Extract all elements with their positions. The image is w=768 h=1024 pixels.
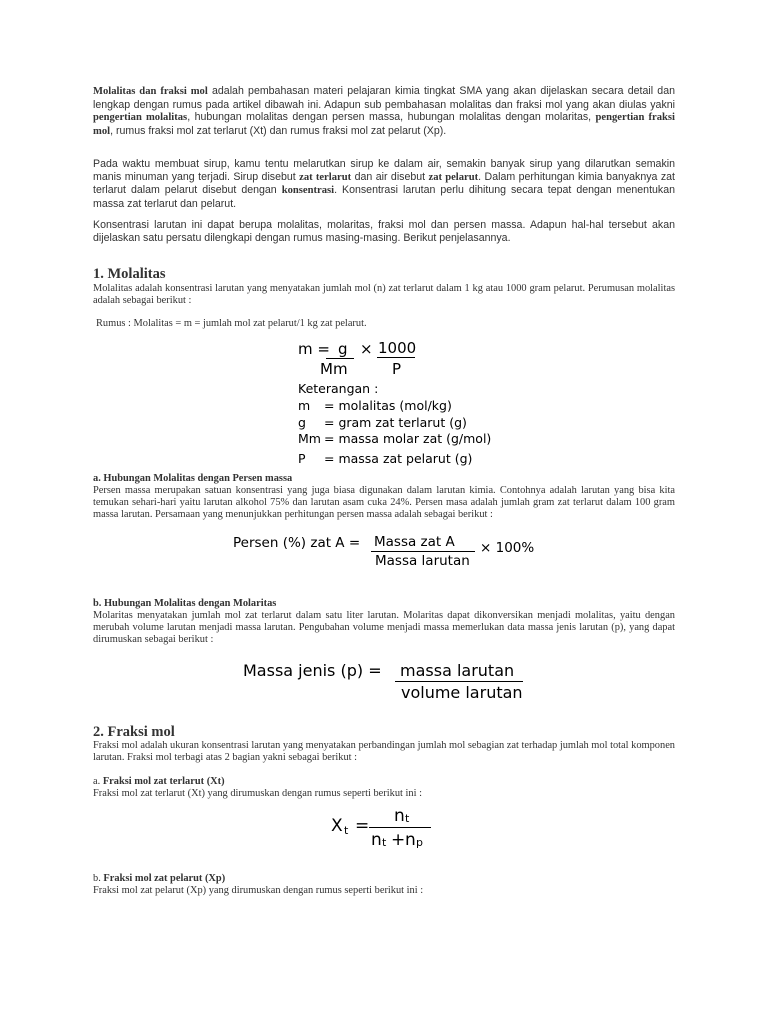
- subheading-prefix: b.: [93, 873, 104, 884]
- formula-P: P: [392, 360, 402, 378]
- keterangan-sym: m: [298, 398, 311, 413]
- heading-molalitas: 1. Molalitas: [93, 266, 166, 282]
- formula-tail: × 100%: [480, 540, 535, 556]
- term-zat-terlarut: zat terlarut: [299, 171, 352, 183]
- subheading-fraksi-pelarut: [93, 873, 675, 885]
- link-pengertian-fraksi-mol[interactable]: pengertian fraksi mol: [93, 112, 675, 137]
- formula-denominator: volume larutan: [401, 683, 523, 702]
- keterangan-sym: P: [298, 451, 306, 466]
- keterangan-desc: = massa molar zat (g/mol): [324, 431, 492, 446]
- formula-n: n: [405, 830, 416, 850]
- intro-text: . Dalam perhitungan kimia banyaknya zat terlarut dalam pelarut disebut dengan: [93, 170, 676, 197]
- intro-text: dan air disebut: [351, 170, 429, 183]
- fraksi-mol-definition: Fraksi mol adalah ukuran konsentrasi larutan yang menyatakan perbandingan jumlah mol sebagian zat terhadap jumlah mol total komponen larutan. Fraksi mol terbagi atas 2 bagian yakni sebagai berikut :: [93, 740, 675, 764]
- formula-subscript-t: t: [405, 812, 410, 825]
- formula-n: n: [371, 830, 382, 850]
- molalitas-definition: Molalitas adalah konsentrasi larutan yang menyatakan jumlah mol (n) zat terlarut dalam 1 kg atau 1000 gram pelarut. Perumusan molalitas adalah sebagai berikut :: [93, 283, 675, 307]
- subheading-persen-massa: a. Hubungan Molalitas dengan Persen massa: [93, 473, 293, 484]
- molaritas-text: Molaritas menyatakan jumlah mol zat terlarut dalam satu liter larutan. Molaritas dapat dikonversikan menjadi molalitas, yaitu dengan merubah volume larutan menjadi massa larutan. Pengubahan volume menjadi massa memerlukan data massa jenis larutan (p), yang dapat dirumuskan sebagai berikut :: [93, 610, 675, 646]
- molalitas-formula: [298, 338, 528, 468]
- heading-fraksi-mol: 2. Fraksi mol: [93, 724, 175, 740]
- intro-text: , rumus fraksi mol zat terlarut (Xt) dan rumus fraksi mol zat pelarut (Xp).: [110, 124, 447, 137]
- molalitas-rumus-text: Rumus : Molalitas = m = jumlah mol zat pelarut/1 kg zat pelarut.: [96, 318, 367, 329]
- subheading-title: Fraksi mol zat pelarut (Xp): [103, 873, 226, 884]
- term-konsentrasi: konsentrasi: [281, 185, 335, 197]
- formula-subscript-p: p: [416, 836, 423, 849]
- keterangan-label: Keterangan :: [298, 381, 379, 396]
- persen-massa-text: Persen massa merupakan satuan konsentrasi yang juga biasa digunakan dalam larutan kimia. Contohnya adalah larutan yang bisa kita temukan sehari-hari yaitu larutan alkohol 75% dan larutan asam cuka 24%. Persen masa adalah jumlah gram zat terlarut dalam 100 gram massa larutan. Persamaan yang menunjukkan perhitungan persen massa adalah sebagai berikut :: [93, 485, 675, 521]
- fraksi-terlarut-text: Fraksi mol zat terlarut (Xt) yang dirumuskan dengan rumus seperti berikut ini :: [93, 788, 422, 799]
- formula-fraction-bar: [369, 827, 431, 828]
- subheading-prefix: a.: [93, 776, 103, 787]
- link-pengertian-molalitas[interactable]: pengertian molalitas: [93, 112, 188, 124]
- formula-plus: +: [391, 830, 406, 850]
- intro-text: Pada waktu membuat sirup, kamu tentu melarutkan sirup ke dalam air, semakin banyak sirup yang dilarutkan semakin manis minuman yang terjadi. Sirup disebut: [93, 158, 675, 183]
- intro-text: . Konsentrasi larutan perlu dihitung secara tepat dengan menentukan massa zat terlarut dan pelarut.: [93, 184, 675, 210]
- formula-numerator: massa larutan: [400, 661, 515, 680]
- formula-times: ×: [360, 340, 373, 358]
- formula-eq: =: [355, 816, 370, 836]
- massa-jenis-formula: [243, 660, 543, 708]
- intro-text: , hubungan molalitas dengan persen massa, hubungan molalitas dengan molaritas,: [187, 111, 596, 124]
- formula-subscript-t: t: [344, 824, 349, 837]
- term-zat-pelarut: zat pelarut: [428, 171, 479, 183]
- formula-denominator: Massa larutan: [375, 553, 470, 569]
- keterangan-sym: g: [298, 415, 306, 430]
- intro-text: adalah pembahasan materi pelajaran kimia tingkat SMA yang akan dijelaskan secara detail dan lengkap dengan rumus pada artikel dibawah ini. Adapun sub pembahasan molalitas dan fraksi mol yang akan diulas yakni: [93, 85, 675, 111]
- fraksi-pelarut-text: Fraksi mol zat pelarut (Xp) yang dirumuskan dengan rumus seperti berikut ini :: [93, 885, 424, 896]
- formula-1000: 1000: [378, 339, 417, 357]
- formula-X: X: [331, 816, 343, 836]
- keterangan-desc: = gram zat terlarut (g): [324, 415, 467, 430]
- formula-subscript-t: t: [382, 836, 387, 849]
- intro-paragraph-1: [93, 85, 675, 138]
- formula-lhs: Persen (%) zat A =: [233, 535, 361, 551]
- subheading-fraksi-terlarut: [93, 776, 675, 788]
- formula-n: n: [394, 806, 405, 826]
- intro-paragraph-3: Konsentrasi larutan ini dapat berupa molalitas, molaritas, fraksi mol dan persen massa. Adapun hal-hal tersebut akan dijelaskan satu persatu dilengkapi dengan rumus masing-masing. Berikut penjelasannya.: [93, 219, 675, 244]
- subheading-title: Fraksi mol zat terlarut (Xt): [102, 776, 225, 787]
- keterangan-desc: = massa zat pelarut (g): [324, 451, 473, 466]
- intro-paragraph-2: [93, 158, 675, 210]
- formula-numerator: Massa zat A: [374, 534, 455, 550]
- keterangan-sym: Mm: [298, 431, 321, 446]
- persen-massa-formula: [233, 533, 543, 573]
- formula-g: g: [338, 340, 348, 358]
- intro-bold-molalitas-fraksi: Molalitas dan fraksi mol: [93, 86, 208, 97]
- formula-Mm: Mm: [320, 360, 348, 378]
- formula-lhs: Massa jenis (p) =: [243, 661, 382, 680]
- keterangan-desc: = molalitas (mol/kg): [324, 398, 452, 413]
- formula-m-eq: m =: [298, 340, 330, 358]
- formula-fraction-bar: [377, 357, 415, 358]
- fraksi-terlarut-formula: [331, 806, 451, 856]
- subheading-molaritas: b. Hubungan Molalitas dengan Molaritas: [93, 598, 277, 609]
